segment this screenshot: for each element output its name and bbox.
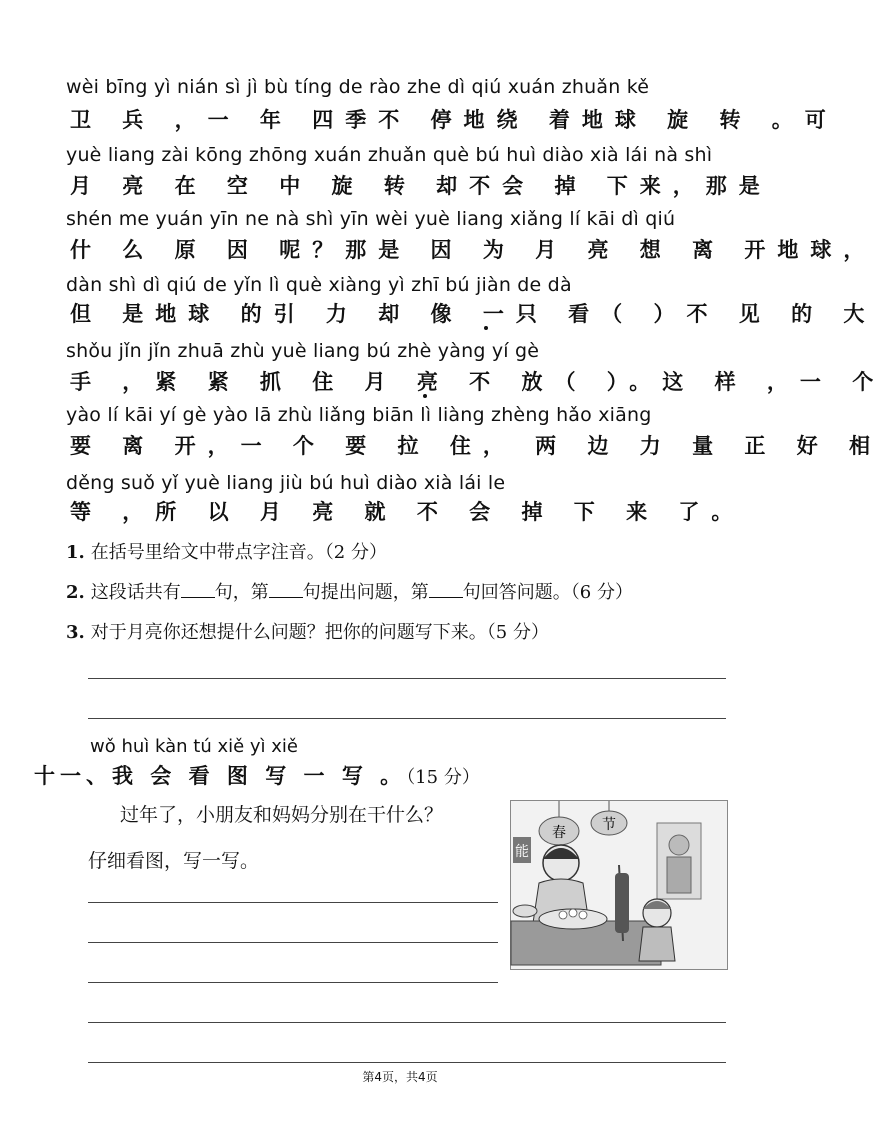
section-score: （15 分） <box>406 767 480 788</box>
question-1-text: 在括号里给文中带点字注音。（2 分） <box>90 542 387 563</box>
passage-pinyin-line-5: shǒu jǐn jǐn zhuā zhù yuè liang bú zhè yàng yí gè <box>66 340 540 362</box>
answer-line-11-1[interactable] <box>88 902 498 903</box>
passage-pinyin-line-2: yuè liang zài kōng zhōng xuán zhuǎn què bú huì diào xià lái nà shì <box>66 144 713 166</box>
question-2-blank-answer[interactable] <box>429 581 463 598</box>
passage-hanzi-line-7: 等 ，所 以 月 亮 就 不 会 掉 下 来 了。 <box>70 499 745 524</box>
couplet-char: 能 <box>515 844 529 860</box>
section-title-text: 十一、我 会 看 图 写 一 写 。 <box>34 763 407 788</box>
passage-hanzi-line-4: 但 是地球 的引 力 却 像 一只 看（ ）不 见 的 大 <box>70 301 877 326</box>
question-2-text-d: 句回答问题。（6 分） <box>462 582 633 603</box>
question-2 <box>66 578 633 604</box>
passage-hanzi-line-5: 手 ，紧 紧 抓 住 月 亮 不 放（ ）。这 样 ，一 个 <box>70 369 885 394</box>
lantern-right-char: 节 <box>602 817 616 833</box>
passage-hanzi-line-6: 要 离 开，一 个 要 拉 住， 两 边 力 量 正 好 相 <box>70 433 883 458</box>
passage-pinyin-line-4: dàn shì dì qiú de yǐn lì què xiàng yì zhī bú jiàn de dà <box>66 274 572 296</box>
section-prompt-line-2: 仔细看图，写一写。 <box>88 850 260 872</box>
question-3-text: 对于月亮你还想提什么问题？把你的问题写下来。（5 分） <box>90 622 549 643</box>
section-title <box>34 760 480 790</box>
passage-pinyin-line-6: yào lí kāi yí gè yào lā zhù liǎng biān lì liàng zhèng hǎo xiāng <box>66 404 652 426</box>
section-prompt-line-1: 过年了，小朋友和妈妈分别在干什么？ <box>120 804 444 826</box>
answer-line-11-2[interactable] <box>88 942 498 943</box>
child-body <box>639 927 675 961</box>
answer-line-11-4[interactable] <box>88 1022 726 1023</box>
answer-line-11-5[interactable] <box>88 1062 726 1063</box>
emphasis-dot-fang <box>423 394 427 398</box>
passage-pinyin-line-7: děng suǒ yǐ yuè liang jiù bú huì diào xià lái le <box>66 472 506 494</box>
answer-line-q3-1[interactable] <box>88 678 726 679</box>
page-footer: 第4页，共4页 <box>362 1070 438 1084</box>
small-bowl <box>513 905 537 917</box>
illustration-svg <box>511 801 727 969</box>
question-2-text-b: 句，第 <box>214 582 269 603</box>
question-1-number: 1. <box>66 542 85 563</box>
passage-pinyin-line-1: wèi bīng yì nián sì jì bù tíng de rào zhe dì qiú xuán zhuǎn kě <box>66 76 650 98</box>
question-1 <box>66 538 387 564</box>
question-2-blank-total[interactable] <box>181 581 215 598</box>
door-god-head <box>669 835 689 855</box>
firecrackers <box>615 873 629 933</box>
answer-line-q3-2[interactable] <box>88 718 726 719</box>
question-3-number: 3. <box>66 622 85 643</box>
question-2-text-c: 句提出问题，第 <box>302 582 429 603</box>
section-pinyin: wǒ huì kàn tú xiě yì xiě <box>90 736 299 757</box>
door-god-body <box>667 857 691 893</box>
question-2-blank-ask[interactable] <box>269 581 303 598</box>
passage-pinyin-line-3: shén me yuán yīn ne nà shì yīn wèi yuè liang xiǎng lí kāi dì qiú <box>66 208 676 230</box>
emphasis-dot-kan <box>484 326 488 330</box>
question-2-text-a: 这段话共有 <box>90 582 181 603</box>
passage-hanzi-line-2: 月 亮 在 空 中 旋 转 却不会 掉 下来，那是 <box>70 173 772 198</box>
passage-hanzi-line-3: 什 么 原 因 呢？那是 因 为 月 亮 想 离 开地球， <box>70 237 877 262</box>
question-2-number: 2. <box>66 582 85 603</box>
passage-hanzi-line-1: 卫 兵 ，一 年 四季不 停地绕 着地球 旋 转 。可 <box>70 107 838 132</box>
question-3 <box>66 618 549 644</box>
lantern-left-char: 春 <box>552 825 566 841</box>
new-year-illustration <box>510 800 728 970</box>
answer-line-11-3[interactable] <box>88 982 498 983</box>
